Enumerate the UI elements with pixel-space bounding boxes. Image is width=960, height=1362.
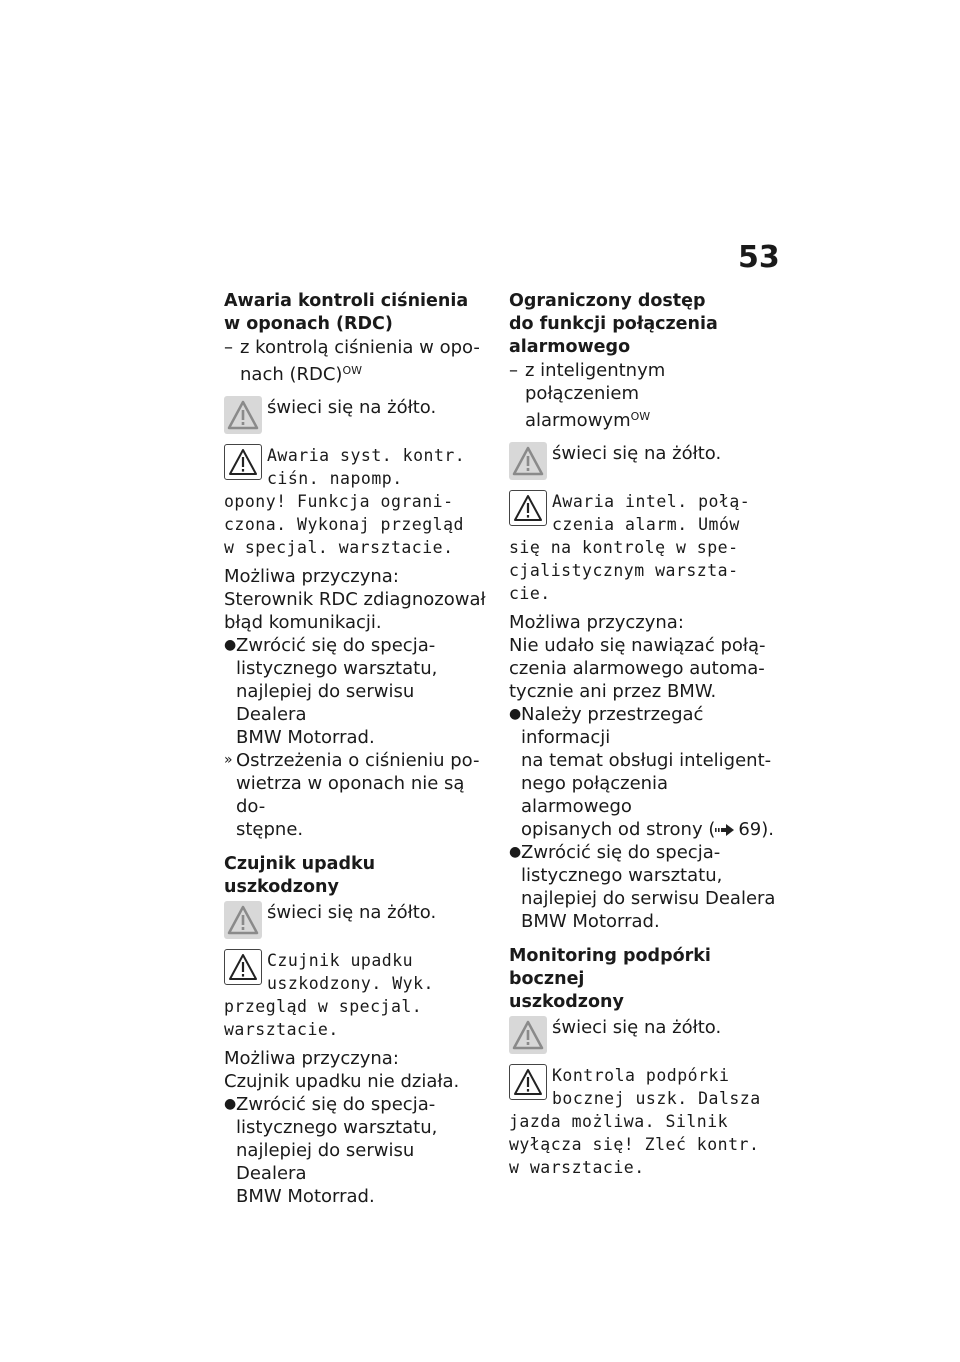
warning-triangle-icon	[509, 490, 547, 526]
cause-label: Możliwa przyczyna:	[509, 612, 684, 633]
display-message: Awaria intel. połą- czenia alarm. Umów się na kontrolę w spe- cjalistycznym warszta- cie.	[509, 492, 751, 603]
cause-label: Możliwa przyczyna:	[224, 566, 399, 587]
left-column	[224, 290, 486, 1220]
section-title: Ograniczony dostęp do funkcji połączenia alarmowego	[509, 291, 718, 357]
equipment-condition: – z inteligentnym połączeniem alarmowym$^{OW}$	[509, 360, 666, 431]
warning-light-icon	[509, 442, 547, 480]
cause-text: Sterownik RDC zdiagnozował błąd komunikacji.	[224, 589, 486, 633]
section-emergency-call	[509, 290, 781, 933]
cause-label: Możliwa przyczyna:	[224, 1048, 399, 1069]
display-message: Kontrola podpórki bocznej uszk. Dalsza jazda możliwa. Silnik wyłącza się! Zleć kontr. w warsztacie.	[509, 1066, 761, 1177]
warning-triangle-icon	[224, 444, 262, 480]
section-rdc	[224, 290, 486, 841]
indicator-light-row: świeci się na żółto.	[224, 901, 486, 939]
warning-light-icon	[224, 901, 262, 939]
page-number: 53	[738, 240, 780, 275]
cause-text: Czujnik upadku nie działa.	[224, 1071, 460, 1092]
warning-light-icon	[224, 396, 262, 434]
list-item: ● Zwrócić się do specja- listycznego warsztatu, najlepiej do serwisu Dealera BMW Motorrad.	[224, 1094, 438, 1207]
display-message: Czujnik upadku uszkodzony. Wyk. przegląd w specjal. warsztacie.	[224, 951, 434, 1039]
list-item: ● Zwrócić się do specja- listycznego warsztatu, najlepiej do serwisu Dealera BMW Motorrad.	[224, 635, 438, 748]
page-reference-arrow-icon	[715, 823, 735, 837]
warning-triangle-icon	[224, 949, 262, 985]
equipment-condition: – z kontrolą ciśnienia w opo- nach (RDC)$^{OW}$	[224, 337, 480, 385]
warning-triangle-icon	[509, 1064, 547, 1100]
cause-text: Nie udało się nawiązać połą- czenia alarmowego automa- tycznie ani przez BMW.	[509, 635, 766, 702]
section-title: Awaria kontroli ciśnienia w oponach (RDC)	[224, 291, 469, 334]
warning-light-icon	[509, 1016, 547, 1054]
list-item: ● Zwrócić się do specja- listycznego warsztatu, najlepiej do serwisu Dealera BMW Motorrad.	[509, 842, 776, 932]
list-item: » Ostrzeżenia o ciśnieniu po- wietrza w oponach nie są do- stępne.	[224, 750, 480, 840]
indicator-light-row: świeci się na żółto.	[509, 1016, 781, 1054]
right-column	[509, 290, 781, 1191]
section-title: Czujnik upadku uszkodzony	[224, 854, 376, 897]
section-sidestand	[509, 945, 781, 1179]
indicator-light-row: świeci się na żółto.	[509, 442, 781, 480]
section-title: Monitoring podpórki bocznej uszkodzony	[509, 946, 711, 1012]
section-fall-sensor	[224, 853, 486, 1208]
list-item: ● Należy przestrzegać informacji na temat obsługi inteligent- nego połączenia alarmowego opisanych od strony ( 69).	[509, 704, 775, 840]
page-reference-link[interactable]: 69	[738, 819, 762, 840]
indicator-light-row: świeci się na żółto.	[224, 396, 486, 434]
display-message: Awaria syst. kontr. ciśn. napomp. opony! Funkcja ograni- czona. Wykonaj przegląd w specjal. warsztacie.	[224, 446, 466, 557]
